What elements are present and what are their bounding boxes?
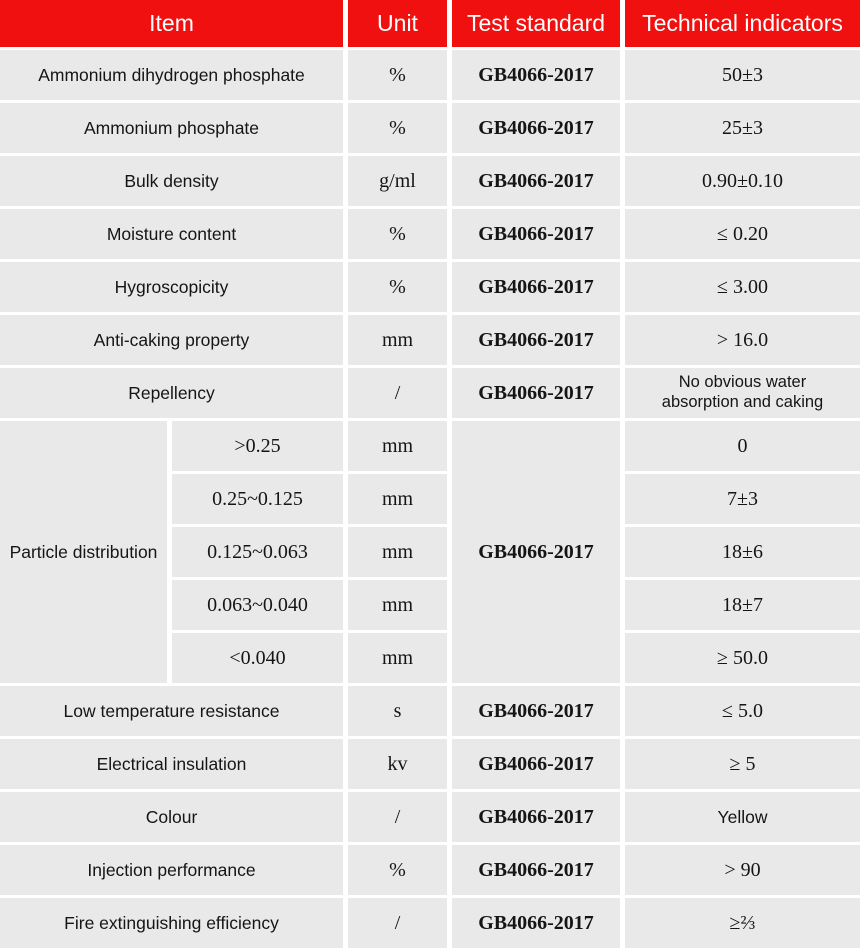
indicator-value: ≥ 5	[625, 739, 860, 789]
test-standard-value: GB4066-2017	[452, 368, 620, 418]
header-technical-indicators: Technical indicators	[625, 0, 860, 47]
indicator-value: ≤ 5.0	[625, 686, 860, 736]
unit-value: mm	[348, 315, 447, 365]
unit-value: /	[348, 792, 447, 842]
item-label: Electrical insulation	[0, 739, 343, 789]
unit-value: kv	[348, 739, 447, 789]
indicator-value: ≤ 0.20	[625, 209, 860, 259]
particle-range: <0.040	[172, 633, 343, 683]
item-label: Anti-caking property	[0, 315, 343, 365]
indicator-value: ≥ 50.0	[625, 633, 860, 683]
unit-value: mm	[348, 633, 447, 683]
indicator-value: 18±7	[625, 580, 860, 630]
unit-value: s	[348, 686, 447, 736]
test-standard-value: GB4066-2017	[452, 209, 620, 259]
test-standard-value: GB4066-2017	[452, 103, 620, 153]
unit-value: mm	[348, 580, 447, 630]
indicator-value: 0.90±0.10	[625, 156, 860, 206]
item-label: Bulk density	[0, 156, 343, 206]
test-standard-value: GB4066-2017	[452, 686, 620, 736]
indicator-value: ≥⅔	[625, 898, 860, 948]
item-label: Ammonium phosphate	[0, 103, 343, 153]
indicator-value	[625, 368, 860, 418]
indicator-value: 25±3	[625, 103, 860, 153]
header-item: Item	[0, 0, 343, 47]
test-standard-value: GB4066-2017	[452, 156, 620, 206]
unit-value: %	[348, 50, 447, 100]
item-label: Colour	[0, 792, 343, 842]
indicator-value: ≤ 3.00	[625, 262, 860, 312]
unit-value: mm	[348, 474, 447, 524]
unit-value: mm	[348, 421, 447, 471]
particle-range: 0.063~0.040	[172, 580, 343, 630]
item-label: Repellency	[0, 368, 343, 418]
item-label: Fire extinguishing efficiency	[0, 898, 343, 948]
test-standard-value: GB4066-2017	[452, 845, 620, 895]
test-standard-value: GB4066-2017	[452, 792, 620, 842]
unit-value: %	[348, 209, 447, 259]
test-standard-value: GB4066-2017	[452, 315, 620, 365]
item-label: Low temperature resistance	[0, 686, 343, 736]
indicator-value: 18±6	[625, 527, 860, 577]
unit-value: /	[348, 368, 447, 418]
indicator-value: 7±3	[625, 474, 860, 524]
item-label: Ammonium dihydrogen phosphate	[0, 50, 343, 100]
test-standard-value: GB4066-2017	[452, 50, 620, 100]
indicator-value: 0	[625, 421, 860, 471]
test-standard-value: GB4066-2017	[452, 421, 620, 683]
indicator-text: No obvious water absorption and caking	[661, 373, 824, 411]
test-standard-value: GB4066-2017	[452, 739, 620, 789]
unit-value: %	[348, 262, 447, 312]
indicator-value: Yellow	[625, 792, 860, 842]
item-label: Injection performance	[0, 845, 343, 895]
unit-value: %	[348, 845, 447, 895]
item-label: Moisture content	[0, 209, 343, 259]
test-standard-value: GB4066-2017	[452, 262, 620, 312]
item-label: Hygroscopicity	[0, 262, 343, 312]
indicator-value: 50±3	[625, 50, 860, 100]
indicator-value: > 90	[625, 845, 860, 895]
unit-value: mm	[348, 527, 447, 577]
unit-value: %	[348, 103, 447, 153]
unit-value: /	[348, 898, 447, 948]
item-label-particle-distribution: Particle distribution	[0, 421, 167, 683]
particle-range: >0.25	[172, 421, 343, 471]
particle-range: 0.25~0.125	[172, 474, 343, 524]
particle-range: 0.125~0.063	[172, 527, 343, 577]
test-standard-value: GB4066-2017	[452, 898, 620, 948]
header-test-standard: Test standard	[452, 0, 620, 47]
indicator-value: > 16.0	[625, 315, 860, 365]
header-unit: Unit	[348, 0, 447, 47]
unit-value: g/ml	[348, 156, 447, 206]
